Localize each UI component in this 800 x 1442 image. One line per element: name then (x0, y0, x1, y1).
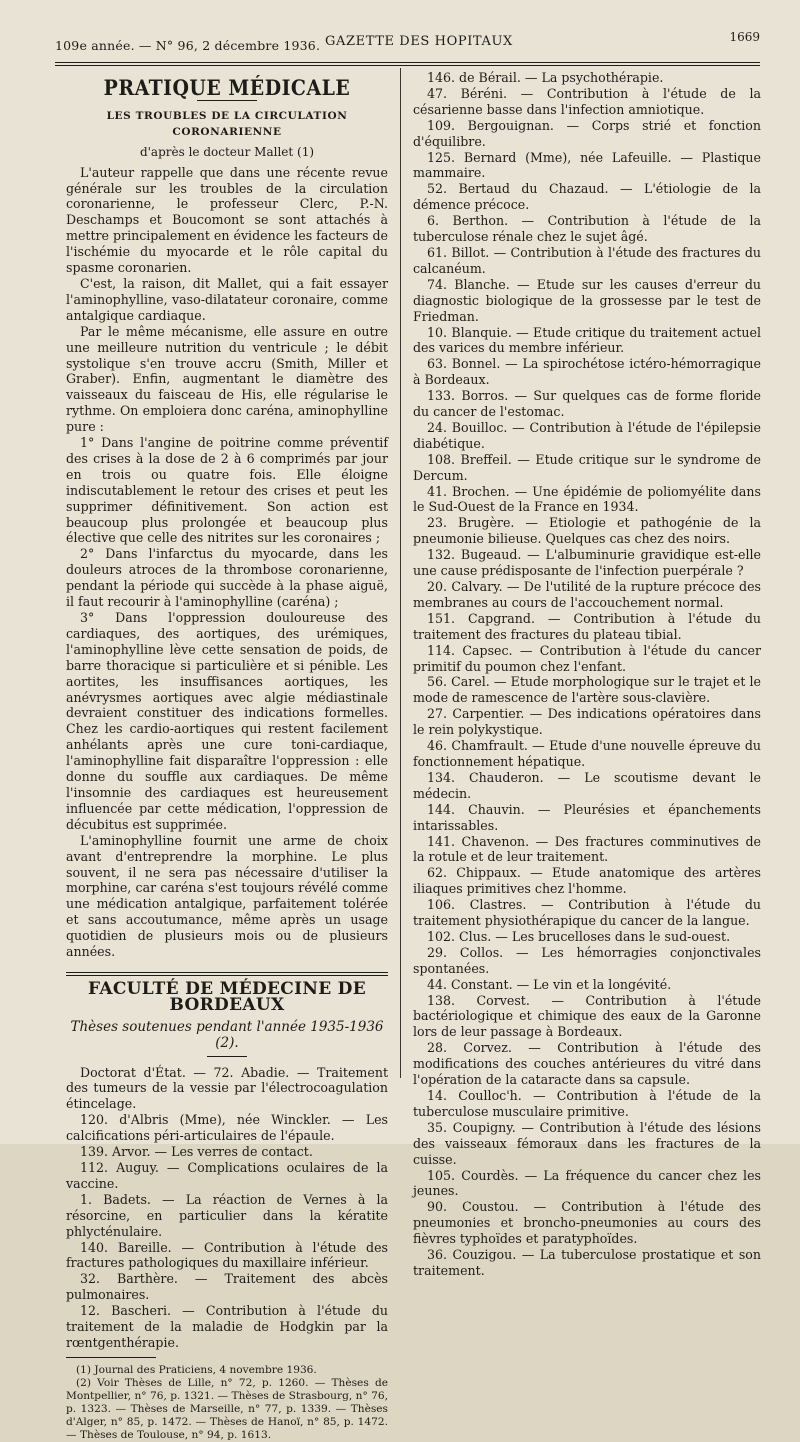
thesis-entry: 6. Berthon. — Contribution à l'étude de la tuberculose rénale chez le sujet âgé. (413, 213, 761, 245)
thesis-entry: 132. Bugeaud. — L'albuminurie gravidique est-elle une cause prédisposante de l'infection puerpérale ? (413, 547, 761, 579)
article-title: LES TROUBLES DE LA CIRCULATION CORONARIENNE (106, 109, 348, 138)
subtitle-rule (207, 1056, 247, 1057)
article-paragraph: Par le même mécanisme, elle assure en outre une meilleure nutrition du ventricule ; le débit systolique s'en trouve accru (Smith, Miller et Graber). Enfin, augmentant le diamètre des vaisseaux du faisceau de His, elle régularise le rythme. On emploiera donc caréna, aminophylline pure : (66, 323, 388, 435)
thesis-entry: 146. de Bérail. — La psychothérapie. (427, 70, 664, 85)
thesis-entry: 56. Carel. — Etude morphologique sur le trajet et le mode de ramescence de l'artère sous-clavière. (413, 674, 761, 706)
thesis-entry: 44. Constant. — Le vin et la longévité. (427, 976, 672, 992)
article-paragraph: 2° Dans l'infarctus du myocarde, dans les douleurs atroces de la thrombose coronarienne, pendant la période qui succède à la phase aiguë, il faut recourir à l'aminophylline (caréna) ; (66, 546, 388, 610)
thesis-entry: 41. Brochen. — Une épidémie de poliomyélite dans le Sud-Ouest de la France en 1934. (413, 483, 761, 515)
section-divider (66, 972, 388, 976)
thesis-entry: 106. Clastres. — Contribution à l'étude du traitement physiothérapique du cancer de la langue. (413, 897, 761, 929)
thesis-entry: 1. Badets. — La réaction de Vernes à la résorcine, en particulier dans la kératite phlycténulaire. (66, 1191, 388, 1239)
right-column (413, 70, 761, 1278)
thesis-entry: 102. Clus. — Les brucelloses dans le sud-ouest. (427, 928, 731, 944)
thesis-entry: 62. Chippaux. — Etude anatomique des artères iliaques primitives chez l'homme. (413, 865, 761, 897)
thesis-entry: 120. d'Albris (Mme), née Winckler. — Les calcifications péri-articulaires de l'épaule. (66, 1112, 388, 1144)
thesis-entry: 114. Capsec. — Contribution à l'étude du cancer primitif du poumon chez l'enfant. (413, 642, 761, 674)
section-heading: PRATIQUE MÉDICALE (103, 75, 351, 100)
thesis-entry: 32. Barthère. — Traitement des abcès pulmonaires. (66, 1271, 388, 1303)
header-rule-top (55, 62, 760, 63)
column-separator (400, 68, 401, 1078)
faculty-title: FACULTÉ DE MÉDECINE DE BORDEAUX (87, 978, 366, 1015)
footnote-rule (66, 1357, 156, 1358)
thesis-entry: 28. Corvez. — Contribution à l'étude des modifications des couches antérieures du vitré dans l'opération de la cataracte dans sa capsule. (413, 1040, 761, 1088)
thesis-entry: 74. Blanche. — Etude sur les causes d'erreur du diagnostic biologique de la grossesse par le test de Friedman. (413, 276, 761, 324)
thesis-entry: 133. Borros. — Sur quelques cas de forme floride du cancer de l'estomac. (413, 388, 761, 420)
article-paragraph: 1° Dans l'angine de poitrine comme préventif des crises à la dose de 2 à 6 comprimés par jour en trois ou quatre fois. Elle éloigne indiscutablement le retour des crises et peut les supprimer définitivement. Son action est beaucoup plus prolongée et beaucoup plus élective que celle des nitrites sur les coronaires ; (66, 435, 388, 546)
page-number: 1669 (729, 30, 760, 44)
thesis-list-right (413, 70, 761, 1279)
thesis-entry: 52. Bertaud du Chazaud. — L'étiologie de la démence précoce. (413, 181, 761, 213)
thesis-entry: 24. Bouilloc. — Contribution à l'étude de l'épilepsie diabétique. (413, 419, 761, 451)
faculty-subtitle: Thèses soutenues pendant l'année 1935-1936 (2). (70, 1018, 384, 1051)
thesis-entry: 134. Chauderon. — Le scoutisme devant le médecin. (413, 769, 761, 801)
article-byline: d'après le docteur Mallet (1) (139, 144, 315, 159)
thesis-entry: 144. Chauvin. — Pleurésies et épanchements intarissables. (413, 801, 761, 833)
thesis-list-left (66, 1065, 388, 1351)
left-column (66, 70, 389, 1441)
thesis-entry: 108. Breffeil. — Etude critique sur le syndrome de Dercum. (413, 451, 761, 483)
issue-info: 109e année. — N° 96, 2 décembre 1936. (55, 38, 321, 53)
thesis-entry: Doctorat d'État. — 72. Abadie. — Traitement des tumeurs de la vessie par l'électrocoagulation étincelage. (66, 1064, 388, 1112)
article-paragraph: 3° Dans l'oppression douloureuse des cardiaques, des aortiques, des urémiques, l'aminophylline lève cette sensation de poids, de barre thoracique si particulière et si pénible. Les aortites, les insuffisances aortiques, les anévrysmes aortiques avec algie médiastinale devraient constituer des indications formelles. Chez les cardio-aortiques qui restent facilement anhélants après une cure toni-cardiaque, l'aminophylline fait disparaître l'oppression : elle donne du souffle aux cardiaques. De même l'insomnie des cardiaques est heureusement influencée par cette médication, l'oppression de décubitus est supprimée. (66, 610, 388, 832)
thesis-entry: 35. Coupigny. — Contribution à l'étude des lésions des vaisseaux fémoraux dans les fractures de la cuisse. (413, 1119, 761, 1167)
article-paragraph: C'est, la raison, dit Mallet, qui a fait essayer l'aminophylline, vaso-dilatateur coronaire, comme antalgique cardiaque. (66, 275, 388, 323)
thesis-entry: 36. Couzigou. — La tuberculose prostatique et son traitement. (413, 1247, 761, 1278)
thesis-entry: 10. Blanquie. — Etude critique du traitement actuel des varices du membre inférieur. (413, 324, 761, 356)
thesis-entry: 23. Brugère. — Etiologie et pathogénie de la pneumonie bilieuse. Quelques cas chez des noirs. (413, 515, 761, 547)
thesis-entry: 46. Chamfrault. — Etude d'une nouvelle épreuve du fonctionnement hépatique. (413, 738, 761, 769)
thesis-entry: 140. Bareille. — Contribution à l'étude des fractures pathologiques du maxillaire inférieur. (66, 1239, 388, 1271)
thesis-entry: 105. Courdès. — La fréquence du cancer chez les jeunes. (413, 1167, 761, 1199)
thesis-entry: 47. Béréni. — Contribution à l'étude de la césarienne basse dans l'infection amniotique. (413, 85, 761, 117)
footnote: (1) Journal des Praticiens, 4 novembre 1936. (76, 1363, 317, 1376)
thesis-entry: 12. Bascheri. — Contribution à l'étude du traitement de la maladie de Hodgkin par la rœntgenthérapie. (66, 1303, 388, 1350)
journal-title: GAZETTE DES HOPITAUX (325, 34, 513, 49)
thesis-entry: 151. Capgrand. — Contribution à l'étude du traitement des fractures du plateau tibial. (413, 610, 761, 642)
thesis-entry: 138. Corvest. — Contribution à l'étude bactériologique et chimique des eaux de la Garonne lors de leur passage à Bordeaux. (413, 992, 761, 1040)
thesis-entry: 61. Billot. — Contribution à l'étude des fractures du calcanéum. (413, 244, 761, 276)
thesis-entry: 27. Carpentier. — Des indications opératoires dans le rein polykystique. (413, 706, 761, 738)
page-header (55, 30, 760, 60)
thesis-entry: 63. Bonnel. — La spirochétose ictéro-hémorragique à Bordeaux. (413, 356, 761, 388)
thesis-entry: 90. Coustou. — Contribution à l'étude des pneumonies et broncho-pneumonies au cours des fièvres typhoïdes et paratyphoïdes. (413, 1199, 761, 1247)
thesis-entry: 20. Calvary. — De l'utilité de la rupture précoce des membranes au cours de l'accouchement normal. (413, 579, 761, 610)
footnotes (66, 1364, 388, 1442)
thesis-entry: 139. Arvor. — Les verres de contact. (80, 1144, 313, 1160)
article-paragraph: L'aminophylline fournit une arme de choix avant d'entreprendre la morphine. Le plus souvent, il ne sera pas nécessaire d'utiliser la morphine, car caréna s'est toujours révélé comme une médication antalgique, parfaitement tolérée et sans accoutumance, même après un usage quotidien de plusieurs mois ou de plusieurs années. (66, 832, 388, 960)
thesis-entry: 141. Chavenon. — Des fractures comminutives de la rotule et de leur traitement. (413, 833, 761, 865)
footnote: (2) Voir Thèses de Lille, n° 72, p. 1260. — Thèses de Montpellier, n° 76, p. 1321. — Thèses de Strasbourg, n° 76, p. 1323. — Thèses de Marseille, n° 77, p. 1339. — Thèses d'Alger, n° 85, p. 1472. — Thèses de Hanoï, n° 85, p. 1472. — Thèses de Toulouse, n° 94, p. 1613. (66, 1376, 388, 1441)
thesis-entry: 109. Bergouignan. — Corps strié et fonction d'équilibre. (413, 117, 761, 149)
article-paragraph: L'auteur rappelle que dans une récente revue générale sur les troubles de la circulation coronarienne, le professeur Clerc, P.-N. Deschamps et Boucomont se sont attachés à mettre principalement en évidence les facteurs de l'ischémie du myocarde et le rôle capital du spasme coronarien. (66, 164, 389, 276)
thesis-entry: 14. Coulloc'h. — Contribution à l'étude de la tuberculose musculaire primitive. (413, 1088, 761, 1119)
heading-rule (197, 100, 257, 101)
header-rule-bottom (55, 65, 760, 66)
thesis-entry: 125. Bernard (Mme), née Lafeuille. — Plastique mammaire. (413, 149, 761, 181)
article-body (66, 165, 388, 960)
thesis-entry: 112. Auguy. — Complications oculaires de la vaccine. (66, 1160, 388, 1191)
thesis-entry: 29. Collos. — Les hémorragies conjonctivales spontanées. (413, 944, 761, 976)
